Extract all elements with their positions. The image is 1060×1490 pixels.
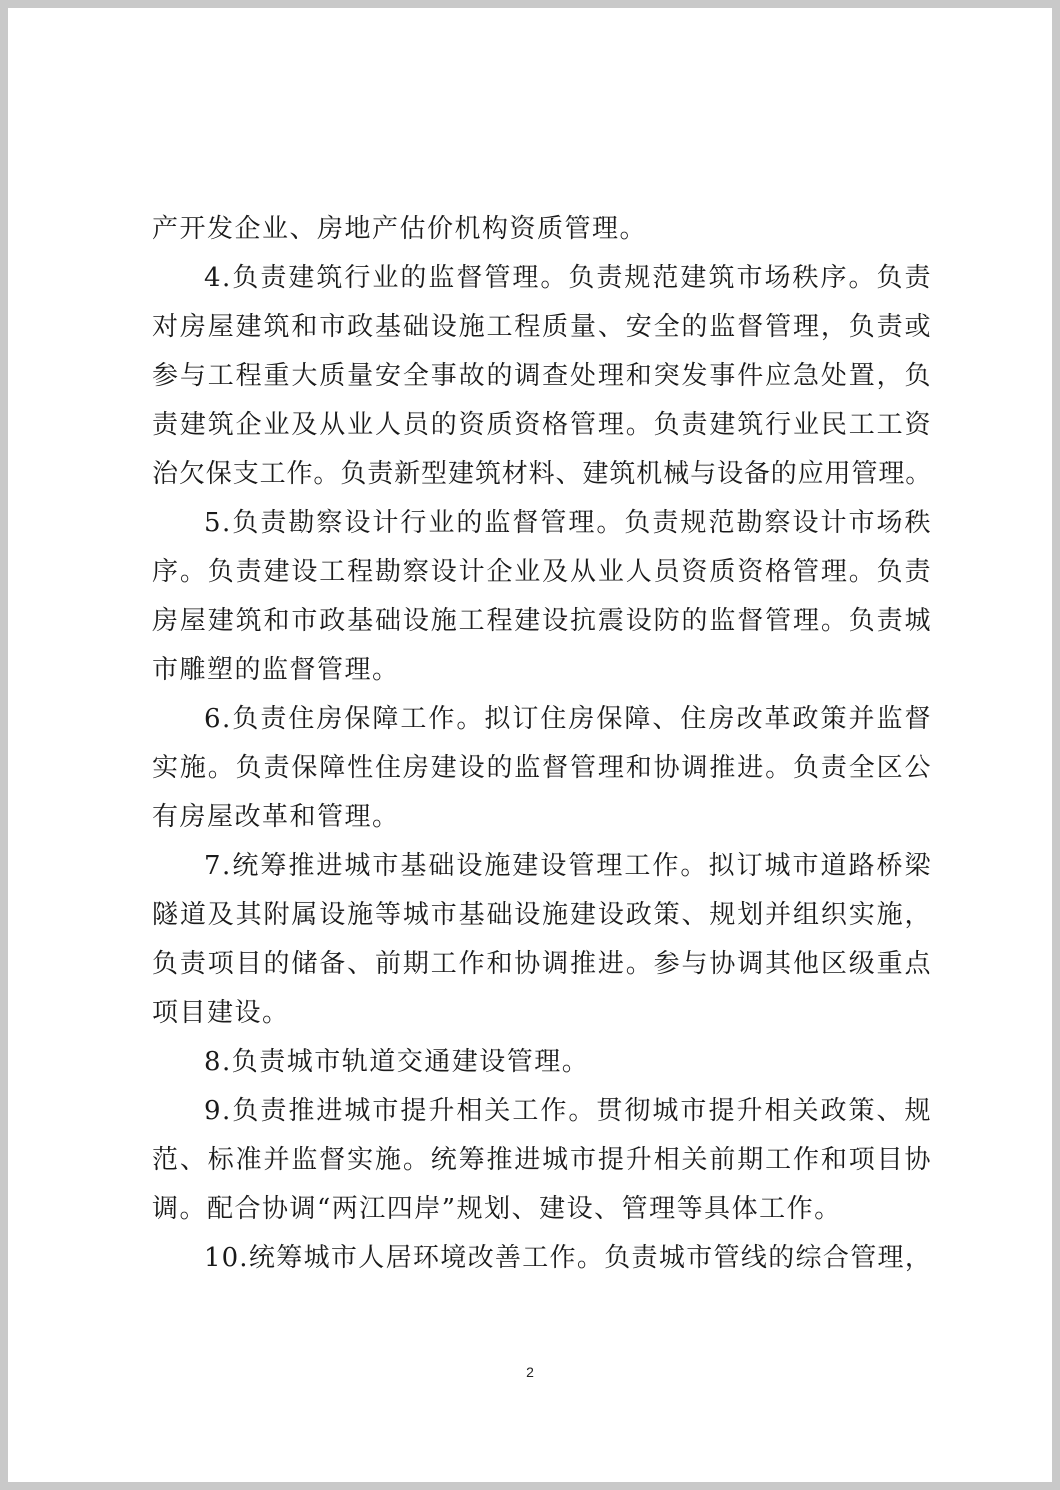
text-line: 6.负责住房保障工作。拟订住房保障、住房改革政策并监督 [204, 704, 932, 734]
text-line: 治欠保支工作。负责新型建筑材料、建筑机械与设备的应用管理。 [152, 459, 932, 489]
text-line: 产开发企业、房地产估价机构资质管理。 [152, 214, 648, 244]
text-line: 对房屋建筑和市政基础设施工程质量、安全的监督管理，负责或 [152, 312, 932, 342]
text-line: 责建筑企业及从业人员的资质资格管理。负责建筑行业民工工资 [152, 410, 932, 440]
text-line: 市雕塑的监督管理。 [152, 655, 400, 685]
text-line: 10.统筹城市人居环境改善工作。负责城市管线的综合管理， [204, 1243, 932, 1273]
text-line: 实施。负责保障性住房建设的监督管理和协调推进。负责全区公 [152, 753, 932, 783]
page-number: 2 [526, 1364, 534, 1380]
text-line: 9.负责推进城市提升相关工作。贯彻城市提升相关政策、规 [204, 1096, 932, 1126]
text-line: 8.负责城市轨道交通建设管理。 [204, 1047, 590, 1077]
body-text [152, 205, 932, 1283]
document-page [8, 8, 1052, 1482]
text-line: 负责项目的储备、前期工作和协调推进。参与协调其他区级重点 [152, 949, 932, 979]
text-line: 调。配合协调“两江四岸”规划、建设、管理等具体工作。 [152, 1194, 842, 1224]
text-line: 范、标准并监督实施。统筹推进城市提升相关前期工作和项目协 [152, 1145, 932, 1175]
text-line: 有房屋改革和管理。 [152, 802, 400, 832]
text-line: 房屋建筑和市政基础设施工程建设抗震设防的监督管理。负责城 [152, 606, 932, 636]
text-line: 参与工程重大质量安全事故的调查处理和突发事件应急处置，负 [152, 361, 932, 391]
text-line: 4.负责建筑行业的监督管理。负责规范建筑市场秩序。负责 [204, 263, 932, 293]
text-line: 7.统筹推进城市基础设施建设管理工作。拟订城市道路桥梁 [204, 851, 932, 881]
text-line: 隧道及其附属设施等城市基础设施建设政策、规划并组织实施， [152, 900, 932, 930]
text-line: 项目建设。 [152, 998, 290, 1028]
text-line: 5.负责勘察设计行业的监督管理。负责规范勘察设计市场秩 [204, 508, 932, 538]
text-line: 序。负责建设工程勘察设计企业及从业人员资质资格管理。负责 [152, 557, 932, 587]
